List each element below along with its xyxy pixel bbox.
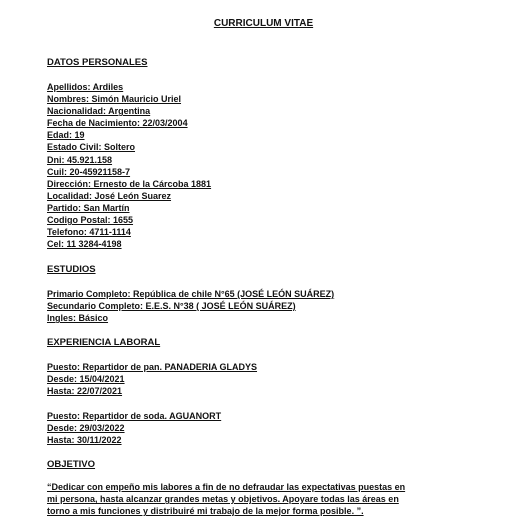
study-line: Ingles: Básico bbox=[47, 313, 109, 324]
job-position: Puesto: Repartidor de pan. PANADERIA GLADYS bbox=[47, 362, 258, 372]
personal-data-list bbox=[47, 81, 211, 250]
studies-list bbox=[47, 288, 334, 324]
section-heading-datos-personales: DATOS PERSONALES bbox=[47, 57, 148, 68]
job-entry bbox=[47, 361, 257, 397]
personal-data-line: Cel: 11 3284-4198 bbox=[47, 239, 122, 250]
personal-data-line: Nacionalidad: Argentina bbox=[47, 106, 151, 117]
job-start-date: Desde: 29/03/2022 bbox=[47, 423, 125, 434]
personal-data-line: Partido: San Martín bbox=[47, 202, 130, 213]
job-position: Puesto: Repartidor de soda. AGUANORT bbox=[47, 411, 222, 421]
personal-data-line: Cuil: 20-45921158-7 bbox=[47, 166, 131, 177]
personal-data-line: Estado Civil: Soltero bbox=[47, 142, 136, 153]
objective-line: “Dedicar con empeño mis labores a fin de no defraudar las expectativas puestas en bbox=[47, 482, 406, 492]
job-end-date: Hasta: 22/07/2021 bbox=[47, 386, 123, 397]
personal-data-line: Dni: 45.921.158 bbox=[47, 154, 113, 165]
job-end-date: Hasta: 30/11/2022 bbox=[47, 435, 122, 446]
personal-data-line: Dirección: Ernesto de la Cárcoba 1881 bbox=[47, 178, 212, 189]
study-line: Primario Completo: República de chile N°65 (JOSÉ LEÓN SUÁREZ) bbox=[47, 289, 335, 299]
job-start-date: Desde: 15/04/2021 bbox=[47, 374, 125, 385]
personal-data-line: Telefono: 4711-1114 bbox=[47, 227, 131, 238]
section-heading-estudios: ESTUDIOS bbox=[47, 264, 96, 275]
study-line: Secundario Completo: E.E.S. N°38 ( JOSÉ LEÓN SUÁREZ) bbox=[47, 301, 296, 312]
objective-paragraph bbox=[47, 481, 427, 517]
personal-data-line: Edad: 19 bbox=[47, 130, 85, 141]
personal-data-line: Apellidos: Ardiles bbox=[47, 82, 124, 92]
personal-data-line: Fecha de Nacimiento: 22/03/2004 bbox=[47, 118, 188, 129]
personal-data-line: Localidad: José León Suarez bbox=[47, 190, 172, 201]
section-heading-objetivo: OBJETIVO bbox=[47, 459, 96, 470]
objective-line: torno a mis funciones y distribuiré mi trabajo de la mejor forma posible. ”. bbox=[47, 506, 364, 517]
personal-data-line: Nombres: Simón Mauricio Uriel bbox=[47, 94, 182, 105]
job-entry bbox=[47, 410, 221, 446]
section-heading-experiencia: EXPERIENCIA LABORAL bbox=[47, 337, 161, 348]
personal-data-line: Codigo Postal: 1655 bbox=[47, 215, 134, 226]
objective-line: mi persona, hasta alcanzar grandes metas y objetivos. Apoyare todas las áreas en bbox=[47, 494, 399, 505]
document-title: CURRICULUM VITAE bbox=[213, 18, 314, 29]
